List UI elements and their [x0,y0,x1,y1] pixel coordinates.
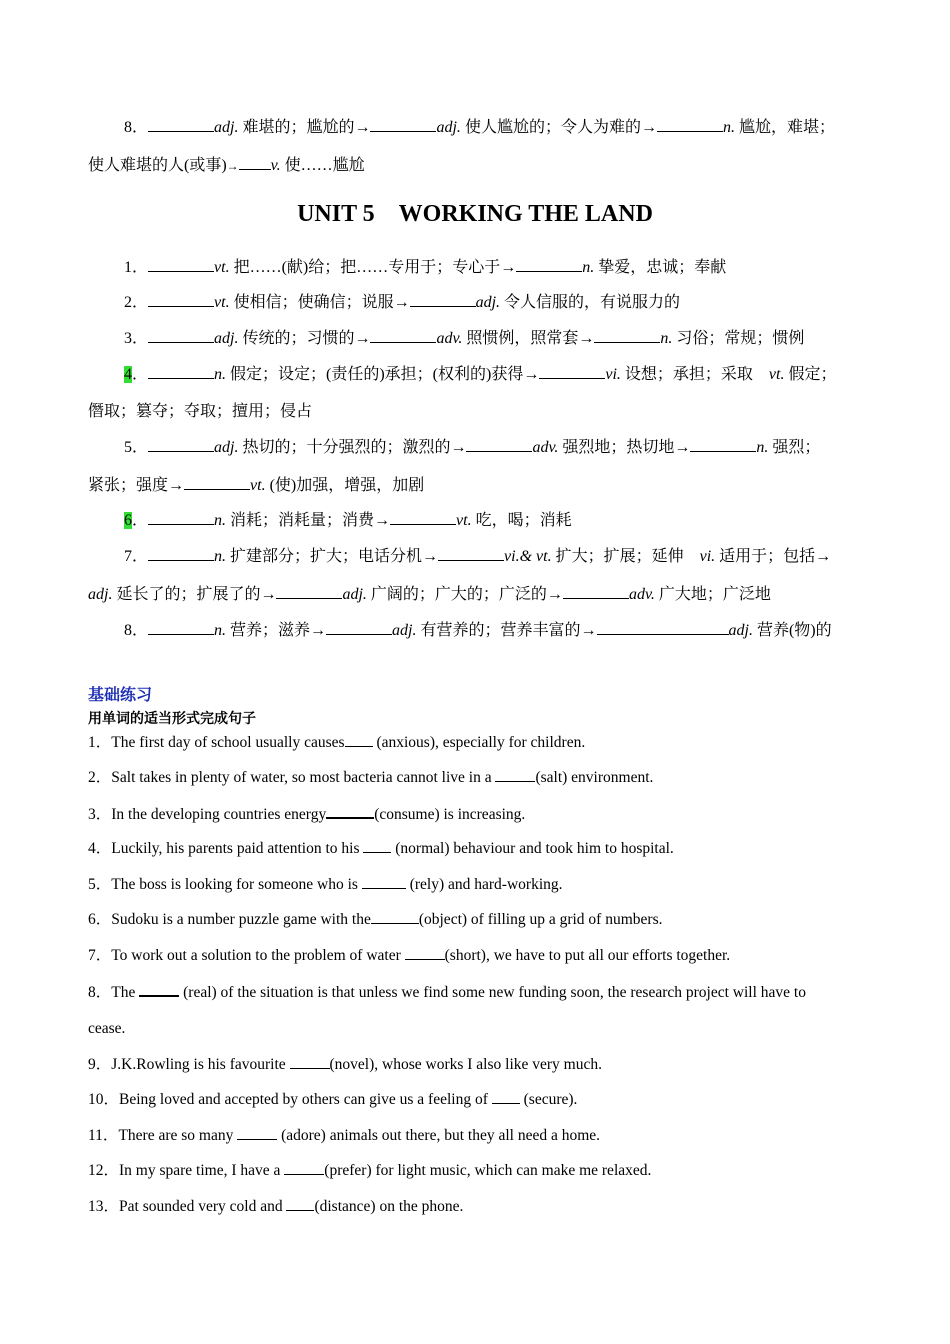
sentence: Salt takes in plenty of water, so most bacteria cannot live in a [111,769,496,786]
vocab-item-8 [124,620,832,641]
blank[interactable] [148,620,214,635]
item-number: 7． [88,947,112,964]
blank[interactable] [657,117,723,132]
meaning: 假定；设定；(责任的)承担；(权利的)获得→ [226,366,540,383]
pos: n. [582,259,595,276]
blank[interactable] [371,909,419,924]
item-number-highlighted: 4 [124,366,132,383]
vocab-item-5-line1 [124,437,820,458]
pos: adv. [532,439,559,456]
exercise-5 [88,874,563,895]
pos: n. [214,622,227,639]
pos: vt. [768,366,785,383]
vocab-item-2 [124,292,680,313]
vocab-item-1 [124,257,726,278]
blank[interactable] [466,437,532,452]
meaning: 广大地；广泛地 [654,586,771,603]
sentence: The first day of school usually causes [111,734,345,751]
meaning: 扩大；扩展；延伸 [551,548,700,565]
sentence: J.K.Rowling is his favourite [111,1056,290,1073]
blank[interactable] [290,1054,330,1069]
sentence: (anxious), especially for children. [372,734,586,751]
meaning: 强烈； [768,439,821,456]
pos: n. [214,512,227,529]
blank[interactable] [286,1196,314,1211]
blank[interactable] [148,328,214,343]
sentence: (secure). [519,1091,578,1108]
blank[interactable] [492,1089,520,1104]
pos: vi. [605,366,621,383]
item-number: 13． [88,1198,120,1215]
exercise-13 [88,1196,463,1217]
meaning: 挚爱，忠诚；奉献 [594,259,727,276]
blank[interactable] [326,803,374,819]
vocab-item-4-line2 [88,402,312,422]
sentence: In my spare time, I have a [119,1162,285,1179]
pos: adv. [628,586,655,603]
sentence: cease. [88,1020,126,1037]
blank[interactable] [370,328,436,343]
sentence: (novel), whose works I also like very much. [329,1056,602,1073]
blank[interactable] [148,292,214,307]
meaning: 扩建部分；扩大；电话分机→ [226,548,439,565]
pos: adj. [214,439,239,456]
blank[interactable] [495,767,535,782]
blank[interactable] [405,945,445,960]
meaning: 僭取；篡夺；夺取；擅用；侵占 [88,403,313,420]
pos: n. [214,366,227,383]
item-number: 3． [124,330,149,347]
pos: n. [214,548,227,565]
sentence: Luckily, his parents paid attention to his [111,840,364,857]
meaning: 设想；承担；采取 [620,366,769,383]
meaning: 延长了的；扩展了的→ [112,586,277,603]
item-number: 1． [124,259,149,276]
pos: vi.& vt. [504,548,552,565]
meaning: (使)加强，增强，加剧 [265,477,425,494]
exercise-11 [88,1125,600,1146]
sentence: (object) of filling up a grid of numbers. [418,911,663,928]
item-number: 2． [88,769,112,786]
instruction: 用单词的适当形式完成句子 [88,711,256,727]
pos: vi. [699,548,716,565]
blank[interactable] [370,117,436,132]
pos: n. [722,119,735,136]
sentence: (rely) and hard-working. [405,876,563,893]
sentence: (normal) behaviour and took him to hospital. [391,840,674,857]
pos: vt. [250,477,266,494]
meaning: 传统的；习惯的→ [238,330,371,347]
meaning: 营养(物)的 [752,622,832,639]
blank[interactable] [410,292,476,307]
blank[interactable] [594,328,660,343]
unit-title: UNIT 5 WORKING THE LAND [297,201,653,227]
meaning: 使人尴尬的；令人为难的→ [460,119,657,136]
blank[interactable] [148,437,214,452]
meaning: 假定； [784,366,837,383]
item-dot: ． [132,366,149,383]
vocab-item-5-line2 [88,475,424,496]
item-number: 8． [88,984,112,1001]
item-number: 2． [124,294,149,311]
pos: adj. [88,586,113,603]
sentence: In the developing countries energy [111,806,327,823]
blank[interactable] [597,620,729,635]
exercise-8-line2 [88,1019,125,1039]
meaning: 把……(献)给；把……专用于；专心于→ [229,259,517,276]
exercise-4 [88,838,674,859]
pos: adj. [728,622,753,639]
blank[interactable] [148,546,214,561]
meaning: 使相信；使确信；说服→ [229,294,410,311]
vocab-item-7-line1 [124,546,831,567]
blank[interactable] [148,117,214,132]
exercise-9 [88,1054,602,1075]
blank[interactable] [239,155,271,170]
arrow: → [226,159,239,173]
prev-item-8-line1 [124,117,835,138]
blank[interactable] [139,981,179,997]
meaning: 吃，喝；消耗 [471,512,572,529]
sentence: There are so many [118,1127,238,1144]
meaning: 习俗；常规；惯例 [672,330,805,347]
meaning: 使……尴尬 [280,157,365,174]
sentence: (salt) environment. [535,769,654,786]
vocab-item-7-line2 [88,584,771,605]
meaning: 有营养的；营养丰富的→ [416,622,597,639]
sentence: Sudoku is a number puzzle game with the [111,911,371,928]
blank[interactable] [363,838,391,853]
pos: n. [756,439,769,456]
pos: adj. [214,119,239,136]
sentence: (consume) is increasing. [374,806,526,823]
item-number: 1． [88,734,112,751]
meaning: 使人难堪的人(或事) [88,157,227,174]
pos: n. [660,330,673,347]
blank[interactable] [148,510,214,525]
pos: adj. [436,119,461,136]
meaning: 紧张；强度→ [88,477,185,494]
blank[interactable] [390,510,456,525]
blank[interactable] [276,584,342,599]
meaning: 尴尬，难堪； [734,119,835,136]
sentence: To work out a solution to the problem of water [111,947,405,964]
exercise-8-line1 [88,981,806,1003]
sentence: (real) of the situation is that unless we find some new funding soon, the research project will have to [179,984,806,1001]
sentence: (adore) animals out there, but they all need a home. [277,1127,601,1144]
pos: adj. [392,622,417,639]
meaning: 热切的；十分强烈的；激烈的→ [238,439,467,456]
item-number: 7． [124,548,149,565]
meaning: 营养；滋养→ [226,622,327,639]
meaning: 难堪的；尴尬的→ [238,119,371,136]
blank[interactable] [237,1125,277,1140]
pos: v. [270,157,281,174]
blank[interactable] [516,257,582,272]
exercise-10 [88,1089,577,1110]
sentence: Being loved and accepted by others can give us a feeling of [119,1091,492,1108]
item-number: 11． [88,1127,119,1144]
item-dot: ． [132,512,149,529]
sentence: Pat sounded very cold and [119,1198,287,1215]
item-number: 4． [88,840,112,857]
blank[interactable] [690,437,756,452]
exercise-12 [88,1160,651,1181]
sentence: (short), we have to put all our efforts together. [444,947,731,964]
blank[interactable] [284,1160,324,1175]
item-number: 12． [88,1162,120,1179]
item-number: 6． [88,911,112,928]
sentence: The [111,984,140,1001]
item-number: 9． [88,1056,112,1073]
meaning: 强烈地；热切地→ [558,439,691,456]
meaning: 令人信服的，有说服力的 [500,294,681,311]
sentence: The boss is looking for someone who is [111,876,362,893]
item-number: 5． [124,439,149,456]
meaning: 适用于；包括→ [715,548,832,565]
blank[interactable] [326,620,392,635]
pos: adv. [436,330,463,347]
vocab-item-3 [124,328,804,349]
exercise-7 [88,945,730,966]
blank[interactable] [148,257,214,272]
blank[interactable] [438,546,504,561]
meaning: 消耗；消耗量；消费→ [226,512,391,529]
pos: vt. [456,512,472,529]
blank[interactable] [345,732,373,747]
blank[interactable] [539,364,605,379]
prev-item-8-line2 [88,155,365,176]
meaning: 照惯例，照常套→ [462,330,595,347]
exercise-2 [88,767,653,788]
pos: vt. [214,294,230,311]
item-number: 8． [124,119,149,136]
sentence: (prefer) for light music, which can make me relaxed. [324,1162,652,1179]
item-number: 8． [124,622,149,639]
sentence: (distance) on the phone. [314,1198,464,1215]
exercise-1 [88,732,585,753]
pos: adj. [214,330,239,347]
item-number: 10． [88,1091,120,1108]
pos: adj. [475,294,501,311]
meaning: 广阔的；广大的；广泛的→ [366,586,563,603]
blank[interactable] [563,584,629,599]
exercise-3 [88,803,525,825]
vocab-item-4-line1 [124,364,836,385]
exercise-6 [88,909,662,930]
item-number: 5． [88,876,112,893]
blank[interactable] [184,475,250,490]
pos: adj. [342,586,367,603]
item-number-highlighted: 6 [124,512,132,529]
item-number: 3． [88,806,112,823]
vocab-item-6 [124,510,572,531]
blank[interactable] [148,364,214,379]
pos: vt. [214,259,230,276]
blank[interactable] [362,874,406,889]
section-title: 基础练习 [88,685,153,704]
